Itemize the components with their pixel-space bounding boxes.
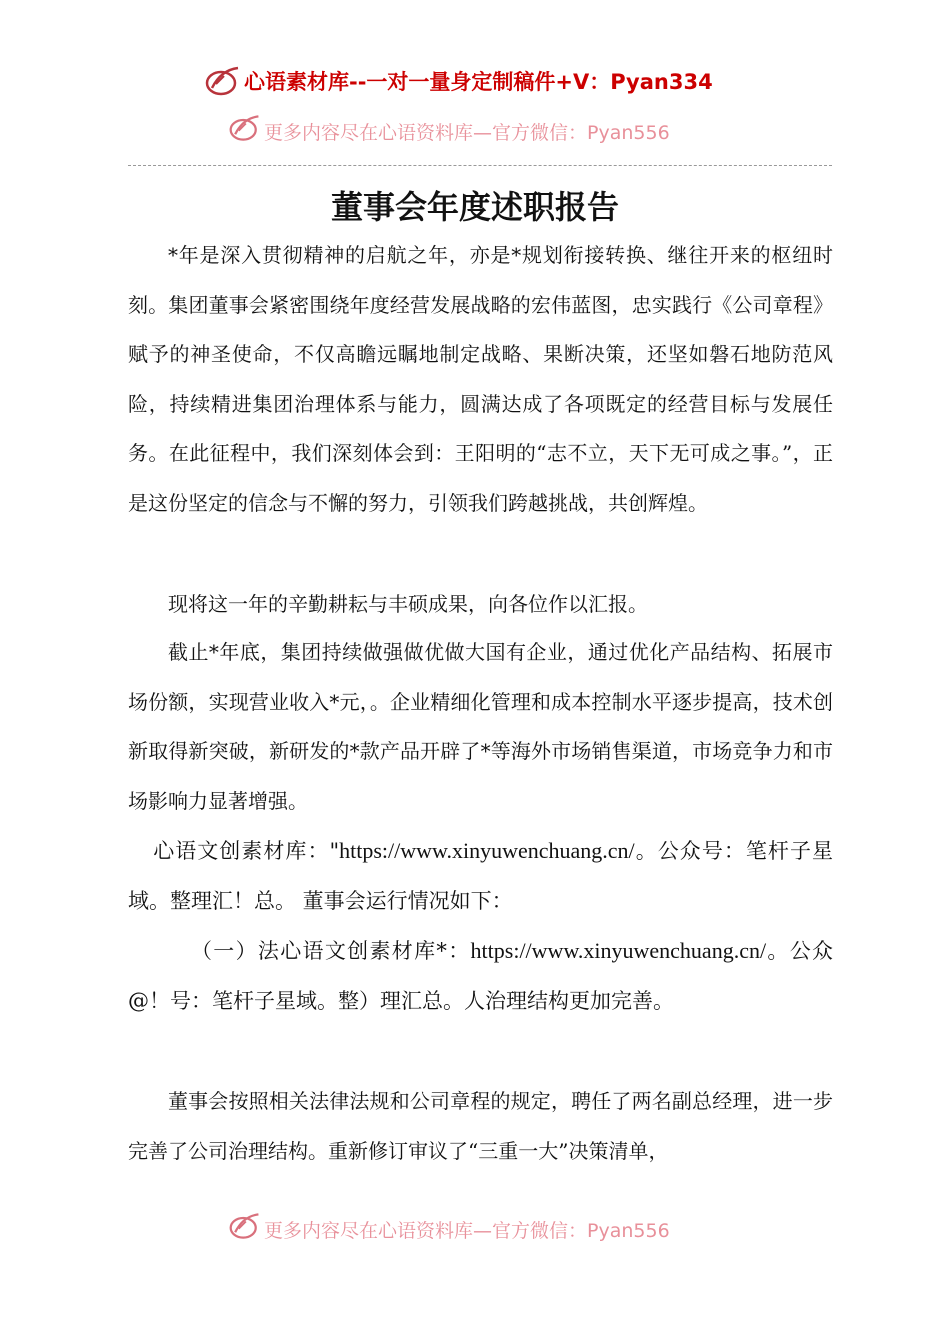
header-banner — [204, 62, 764, 102]
header-title: 心语素材库--一对一量身定制稿件+V：Pyan334 — [244, 70, 713, 94]
brand-logo-icon — [204, 64, 242, 98]
section-one-url[interactable]: https://www.xinyuwenchuang.cn/ — [470, 938, 767, 963]
promo-text-b: 。公众号：笔杆子星域。整理汇！总。 董事会运行情况如下： — [128, 839, 833, 913]
promo-url[interactable]: https://www.xinyuwenchuang.cn/ — [339, 838, 635, 863]
footer-banner — [228, 1208, 748, 1248]
header-subline-text: 更多内容尽在心语资料库—官方微信：Pyan556 — [264, 122, 670, 144]
footer-text: 更多内容尽在心语资料库—官方微信：Pyan556 — [264, 1220, 670, 1242]
brand-logo-icon — [228, 1210, 262, 1242]
section-one-text-b: 。公众@！号：笔杆子星域。整）理汇总。人治理结构更加完善。 — [128, 939, 834, 1013]
paragraph-promo — [128, 826, 833, 926]
document-title: 董事会年度述职报告 — [330, 188, 619, 226]
header-subline — [228, 110, 748, 150]
section-one-text-a: （一）法心语文创素材库*： — [191, 939, 471, 963]
paragraph-board-appointments: 董事会按照相关法律法规和公司章程的规定，聘任了两名副总经理，进一步完善了公司治理结构。重新修订审议了“三重一大”决策清单， — [128, 1089, 833, 1163]
paragraph-section-one — [128, 926, 833, 1026]
paragraph-report-note: 现将这一年的辛勤耕耘与丰硕成果，向各位作以汇报。 — [168, 592, 648, 616]
paragraph-intro: *年是深入贯彻精神的启航之年，亦是*规划衔接转换、继往开来的枢纽时刻。集团董事会紧密围绕年度经营发展战略的宏伟蓝图，忠实践行《公司章程》赋予的神圣使命，不仅高瞻远瞩地制定战略、果断决策，还坚如磐石地防范风险，持续精进集团治理体系与能力，圆满达成了各项既定的经营目标与发展任务。在此征程中，我们深刻体会到：王阳明的“志不立，天下无可成之事。”，正是这份坚定的信念与不懈的努力，引领我们跨越挑战，共创辉煌。 — [128, 243, 833, 515]
header-divider — [128, 165, 832, 166]
paragraph-results: 截止*年底，集团持续做强做优做大国有企业，通过优化产品结构、拓展市场份额，实现营业收入*元，。企业精细化管理和成本控制水平逐步提高，技术创新取得新突破，新研发的*款产品开辟了*等海外市场销售渠道，市场竞争力和市场影响力显著增强。 — [128, 640, 833, 813]
brand-logo-icon — [228, 112, 262, 144]
promo-text-a: 心语文创素材库：" — [153, 839, 340, 863]
